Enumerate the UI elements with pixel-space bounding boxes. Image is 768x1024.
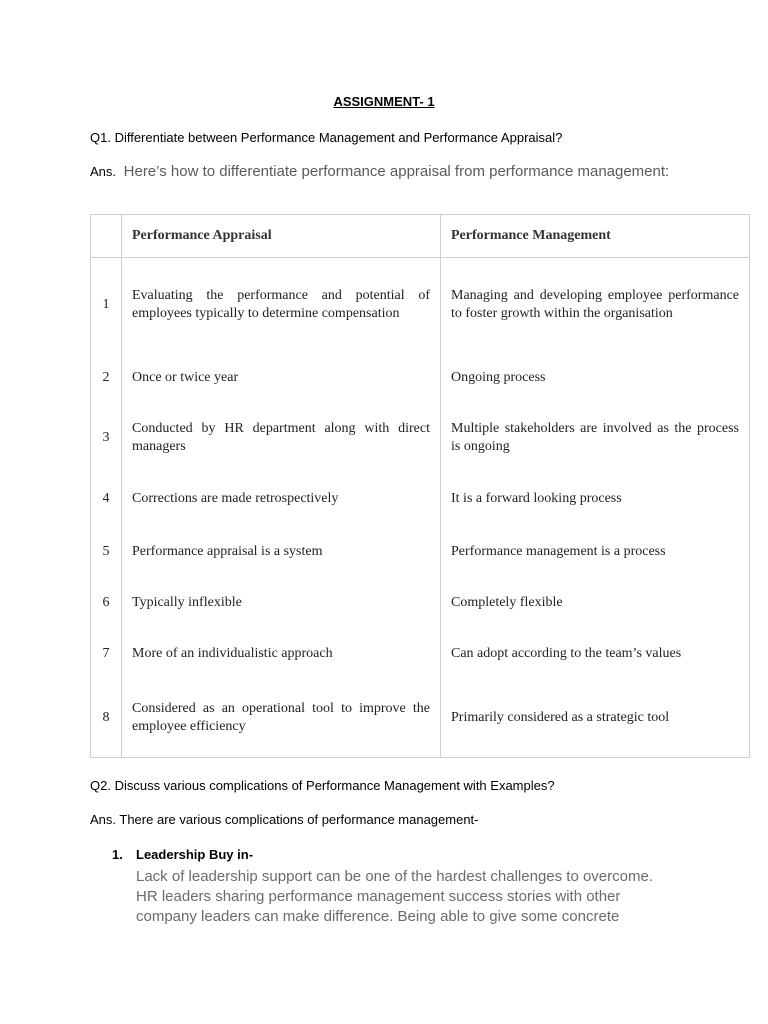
appraisal-cell: Evaluating the performance and potential of employees typically to determine compensation [122,258,441,352]
row-number: 6 [91,578,122,628]
appraisal-cell: Performance appraisal is a system [122,526,441,578]
table-row [91,680,750,758]
appraisal-cell: More of an individualistic approach [122,628,441,680]
numbered-list-item [112,847,653,925]
row-number: 2 [91,352,122,404]
table-header-management: Performance Management [441,215,750,258]
table-header-num [91,215,122,258]
row-number: 1 [91,258,122,352]
appraisal-cell: Corrections are made retrospectively [122,472,441,526]
table-row [91,578,750,628]
answer-1-prefix: Ans. [90,164,117,179]
management-cell: Multiple stakeholders are involved as the process is ongoing [441,404,750,472]
paragraph-line: HR leaders sharing performance management success stories with other [136,888,621,905]
answer-2: Ans. There are various complications of performance management- [90,812,479,827]
question-2: Q2. Discuss various complications of Performance Management with Examples? [90,778,555,793]
row-number: 7 [91,628,122,680]
table-row [91,404,750,472]
table-row [91,258,750,352]
comparison-table [90,214,750,758]
management-cell: Can adopt according to the team’s values [441,628,750,680]
paragraph-line: Lack of leadership support can be one of the hardest challenges to overcome. [136,868,653,885]
row-number: 3 [91,404,122,472]
list-heading: Leadership Buy in- [136,847,254,862]
table-row [91,628,750,680]
question-1: Q1. Differentiate between Performance Management and Performance Appraisal? [90,130,563,145]
management-cell: Ongoing process [441,352,750,404]
page-title: ASSIGNMENT- 1 [333,94,435,109]
table-header-row [91,215,750,258]
management-cell: It is a forward looking process [441,472,750,526]
management-cell: Performance management is a process [441,526,750,578]
row-number: 4 [91,472,122,526]
table-header-appraisal: Performance Appraisal [122,215,441,258]
appraisal-cell: Once or twice year [122,352,441,404]
management-cell: Managing and developing employee performance to foster growth within the organisation [441,258,750,352]
table-row [91,352,750,404]
list-paragraph [136,867,696,927]
table-row [91,472,750,526]
management-cell: Primarily considered as a strategic tool [441,680,750,758]
paragraph-line: company leaders can make difference. Being able to give some concrete [136,908,620,925]
list-number: 1. [112,847,123,862]
row-number: 8 [91,680,122,758]
answer-1 [90,163,669,180]
management-cell: Completely flexible [441,578,750,628]
table-row [91,526,750,578]
appraisal-cell: Considered as an operational tool to improve the employee efficiency [122,680,441,758]
row-number: 5 [91,526,122,578]
appraisal-cell: Typically inflexible [122,578,441,628]
appraisal-cell: Conducted by HR department along with direct managers [122,404,441,472]
answer-1-text: Here’s how to differentiate performance appraisal from performance management: [123,163,670,180]
